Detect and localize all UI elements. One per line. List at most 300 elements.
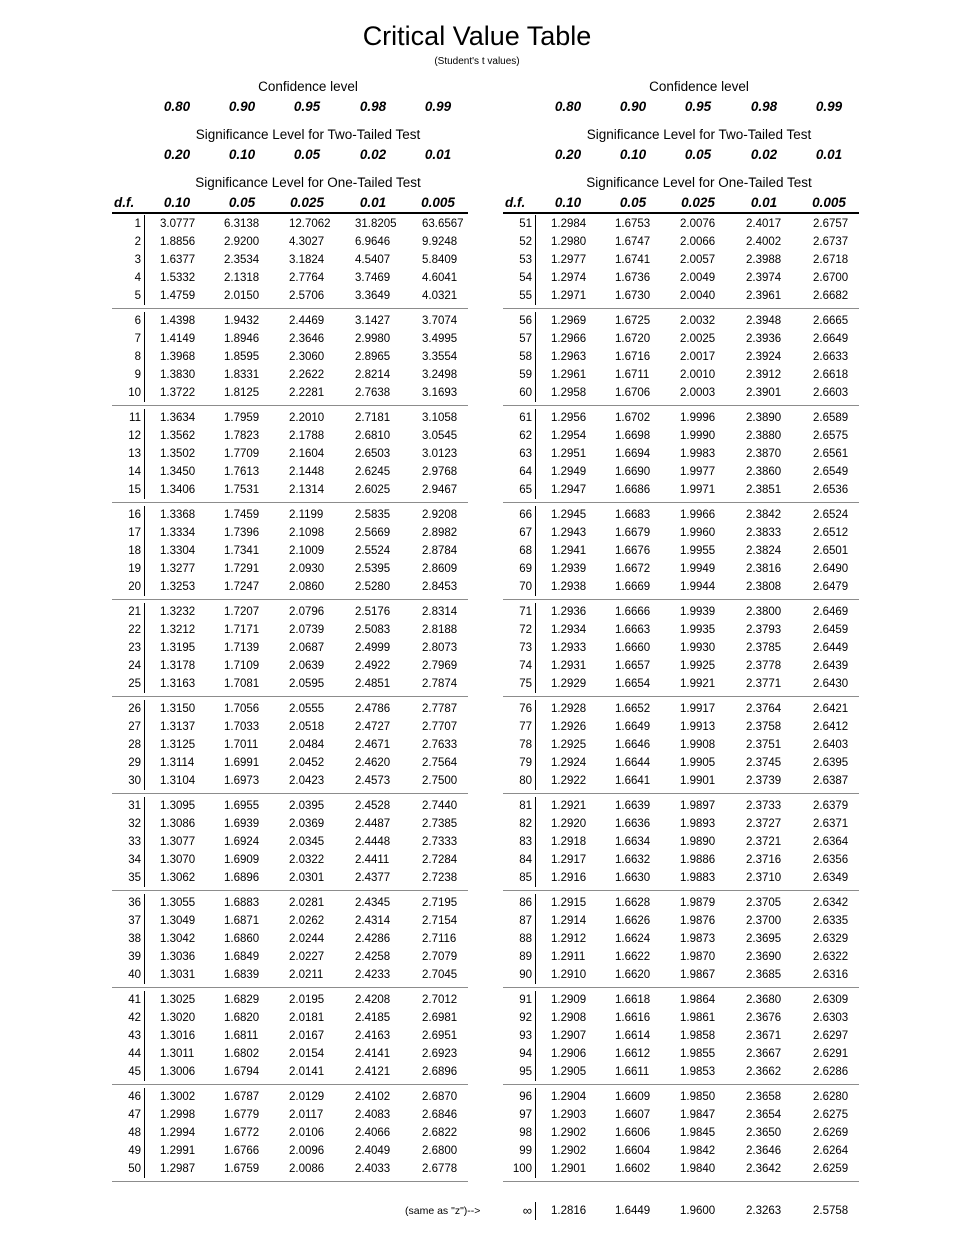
value-cell: 1.6741 (615, 254, 651, 266)
value-cell: 2.0086 (289, 1163, 325, 1175)
value-cell: 2.1199 (289, 509, 324, 521)
value-cell: 1.4149 (160, 333, 196, 345)
one-tailed-header-row (112, 194, 468, 212)
table-row (503, 578, 859, 596)
value-cell: 2.7564 (422, 757, 458, 769)
value-cell: 1.7396 (224, 527, 260, 539)
value-cell: 1.3195 (160, 642, 196, 654)
value-cell: 1.6626 (615, 915, 651, 927)
table-row (112, 869, 468, 887)
value-cell: 1.9908 (680, 739, 716, 751)
df-divider-line (535, 1202, 536, 1220)
value-cell: 2.3727 (746, 818, 782, 830)
df-cell: 5 (134, 290, 141, 302)
value-cell: 1.7139 (224, 642, 260, 654)
table-row (112, 966, 468, 984)
table-row (112, 912, 468, 930)
group-separator (112, 1084, 468, 1085)
value-cell: 1.9873 (680, 933, 716, 945)
value-cell: 2.3745 (746, 757, 782, 769)
value-cell: 2.7045 (422, 969, 458, 981)
two-tailed-value: 0.20 (163, 147, 191, 162)
table-row (503, 869, 859, 887)
value-cell: 1.9996 (680, 412, 716, 424)
value-cell: 1.9921 (680, 678, 716, 690)
table-row (503, 269, 859, 287)
one-tailed-title: Significance Level for One-Tailed Test (586, 175, 812, 190)
value-cell: 2.0452 (289, 757, 325, 769)
value-cell: 1.2963 (551, 351, 587, 363)
table-row (112, 1106, 468, 1124)
value-cell: 1.9897 (680, 800, 716, 812)
two-tailed-value: 0.20 (554, 147, 582, 162)
value-cell: 1.9842 (680, 1145, 716, 1157)
value-cell: 3.1693 (422, 387, 458, 399)
df-cell: 66 (519, 509, 532, 521)
df-cell: 56 (519, 315, 532, 327)
df-cell: 70 (519, 581, 532, 593)
value-cell: 1.6663 (615, 624, 651, 636)
value-cell: 3.1427 (355, 315, 391, 327)
value-cell: 2.3646 (289, 333, 325, 345)
value-cell: 1.6686 (615, 484, 651, 496)
table-right-half (503, 0, 859, 1240)
value-cell: 2.3842 (746, 509, 782, 521)
value-cell: 2.6951 (422, 1030, 458, 1042)
value-cell: 3.2498 (422, 369, 458, 381)
table-row (503, 251, 859, 269)
table-row (503, 754, 859, 772)
df-divider-line (144, 506, 145, 596)
value-cell: 2.6316 (813, 969, 849, 981)
value-cell: 2.3988 (746, 254, 782, 266)
value-cell: 2.3646 (746, 1145, 782, 1157)
value-cell: 1.8946 (224, 333, 260, 345)
value-cell: 2.8453 (422, 581, 458, 593)
value-cell: 1.9983 (680, 448, 716, 460)
value-cell: 2.3710 (746, 872, 782, 884)
value-cell: 2.7707 (422, 721, 458, 733)
group-separator (503, 502, 859, 503)
df-header: d.f. (505, 195, 526, 210)
value-cell: 1.9949 (680, 563, 716, 575)
value-cell: 3.0545 (422, 430, 458, 442)
value-cell: 1.2924 (551, 757, 587, 769)
value-cell: 1.3070 (160, 854, 196, 866)
value-cell: 1.2905 (551, 1066, 587, 1078)
value-cell: 1.6716 (615, 351, 651, 363)
value-cell: 2.1009 (289, 545, 325, 557)
value-cell: 1.6630 (615, 872, 651, 884)
value-cell: 1.6955 (224, 800, 260, 812)
table-row (503, 481, 859, 499)
value-cell: 2.6371 (813, 818, 849, 830)
df-divider-line (535, 991, 536, 1081)
df-cell: 30 (128, 775, 141, 787)
value-cell: 2.4141 (355, 1048, 391, 1060)
value-cell: 2.4671 (355, 739, 391, 751)
df-divider-line (144, 700, 145, 790)
df-cell: 64 (519, 466, 532, 478)
value-cell: 2.6561 (813, 448, 849, 460)
value-cell: 1.9977 (680, 466, 716, 478)
df-cell: 52 (519, 236, 532, 248)
df-divider-line (144, 991, 145, 1081)
two-tailed-header-row (112, 146, 468, 164)
value-cell: 1.3968 (160, 351, 196, 363)
value-cell: 2.7284 (422, 854, 458, 866)
value-cell: 1.6973 (224, 775, 260, 787)
table-row (112, 1009, 468, 1027)
value-cell: 1.2954 (551, 430, 587, 442)
value-cell: 1.6820 (224, 1012, 260, 1024)
value-cell: 1.2947 (551, 484, 587, 496)
value-cell: 2.3739 (746, 775, 782, 787)
value-cell: 1.7109 (224, 660, 260, 672)
table-row (112, 481, 468, 499)
table-row (503, 718, 859, 736)
df-cell: 79 (519, 757, 532, 769)
value-cell: 1.3036 (160, 951, 196, 963)
value-cell: 2.4286 (355, 933, 391, 945)
df-cell: 82 (519, 818, 532, 830)
value-cell: 1.6672 (615, 563, 651, 575)
table-row (112, 621, 468, 639)
df-cell: 8 (134, 351, 141, 363)
table-row (112, 815, 468, 833)
value-cell: 1.6634 (615, 836, 651, 848)
value-cell: 2.7333 (422, 836, 458, 848)
table-row (503, 560, 859, 578)
value-cell: 2.4528 (355, 800, 391, 812)
value-cell: 2.3705 (746, 897, 782, 909)
value-cell: 2.6633 (813, 351, 849, 363)
value-cell: 2.6536 (813, 484, 849, 496)
value-cell: 2.6459 (813, 624, 849, 636)
two-tailed-header-row (503, 146, 859, 164)
df-cell: 59 (519, 369, 532, 381)
table-row (112, 851, 468, 869)
infinity-note: (same as "z")--> (405, 1205, 481, 1217)
df-cell: 29 (128, 757, 141, 769)
group-separator (112, 599, 468, 600)
value-cell: 1.2951 (551, 448, 587, 460)
value-cell: 1.2974 (551, 272, 587, 284)
value-cell: 2.6810 (355, 430, 391, 442)
df-divider-line (535, 312, 536, 402)
value-cell: 2.4851 (355, 678, 391, 690)
value-cell: 2.3901 (746, 387, 782, 399)
value-cell: 2.6737 (813, 236, 849, 248)
value-cell: 2.3890 (746, 412, 782, 424)
two-tailed-value: 0.02 (359, 147, 387, 162)
value-cell: 2.0025 (680, 333, 716, 345)
value-cell: 2.4208 (355, 994, 391, 1006)
value-cell: 2.0066 (680, 236, 716, 248)
df-cell: 73 (519, 642, 532, 654)
value-cell: 2.3685 (746, 969, 782, 981)
table-row (112, 215, 468, 233)
value-cell: 1.2902 (551, 1145, 587, 1157)
one-tailed-value: 0.01 (750, 195, 778, 210)
value-cell: 2.5083 (355, 624, 391, 636)
value-cell: 6.9646 (355, 236, 391, 248)
df-divider-line (535, 215, 536, 305)
value-cell: 2.3936 (746, 333, 782, 345)
value-cell: 2.8609 (422, 563, 458, 575)
value-cell: 1.6612 (615, 1048, 651, 1060)
value-cell: 1.2816 (551, 1205, 587, 1217)
value-cell: 1.2961 (551, 369, 587, 381)
value-cell: 2.6870 (422, 1091, 458, 1103)
value-cell: 1.6811 (224, 1030, 259, 1042)
value-cell: 2.0796 (289, 606, 325, 618)
confidence-value: 0.80 (554, 99, 582, 114)
value-cell: 1.2902 (551, 1127, 587, 1139)
value-cell: 1.2926 (551, 721, 587, 733)
df-cell: 69 (519, 563, 532, 575)
table-row (112, 578, 468, 596)
value-cell: 2.3771 (746, 678, 782, 690)
value-cell: 2.4017 (746, 218, 782, 230)
df-cell: 22 (128, 624, 141, 636)
value-cell: 2.6309 (813, 994, 849, 1006)
value-cell: 2.6800 (422, 1145, 458, 1157)
df-cell: 12 (128, 430, 141, 442)
value-cell: 2.0860 (289, 581, 325, 593)
value-cell: 1.6602 (615, 1163, 651, 1175)
table-row (503, 621, 859, 639)
value-cell: 1.9600 (680, 1205, 716, 1217)
value-cell: 2.3658 (746, 1091, 782, 1103)
df-cell: 84 (519, 854, 532, 866)
value-cell: 1.2936 (551, 606, 587, 618)
table-left-half (112, 0, 468, 1240)
value-cell: 2.0244 (289, 933, 325, 945)
value-cell: 2.0555 (289, 703, 325, 715)
df-divider-line (535, 797, 536, 887)
infinity-row (503, 1202, 859, 1220)
value-cell: 1.6860 (224, 933, 260, 945)
df-divider-line (144, 797, 145, 887)
value-cell: 1.6377 (160, 254, 196, 266)
value-cell: 2.5835 (355, 509, 391, 521)
df-divider-line (535, 700, 536, 790)
value-cell: 1.3634 (160, 412, 196, 424)
value-cell: 2.6412 (813, 721, 849, 733)
value-cell: 1.6683 (615, 509, 651, 521)
value-cell: 2.5395 (355, 563, 391, 575)
table-row (503, 366, 859, 384)
value-cell: 1.5332 (160, 272, 196, 284)
df-cell: 53 (519, 254, 532, 266)
confidence-level-title: Confidence level (258, 79, 358, 94)
value-cell: 1.2916 (551, 872, 587, 884)
table-row (503, 445, 859, 463)
value-cell: 1.3086 (160, 818, 196, 830)
table-row (503, 409, 859, 427)
confidence-value: 0.99 (424, 99, 452, 114)
value-cell: 1.6606 (615, 1127, 651, 1139)
one-tailed-header-row (503, 194, 859, 212)
value-cell: 3.4995 (422, 333, 458, 345)
value-cell: 1.2920 (551, 818, 587, 830)
value-cell: 1.2908 (551, 1012, 587, 1024)
df-cell: 54 (519, 272, 532, 284)
value-cell: 2.3860 (746, 466, 782, 478)
value-cell: 1.2903 (551, 1109, 587, 1121)
value-cell: 2.8965 (355, 351, 391, 363)
value-cell: 63.6567 (422, 218, 464, 230)
table-row (503, 287, 859, 305)
value-cell: 1.3163 (160, 678, 196, 690)
value-cell: 1.3830 (160, 369, 196, 381)
value-cell: 2.0003 (680, 387, 716, 399)
value-cell: 2.3662 (746, 1066, 782, 1078)
df-cell: 57 (519, 333, 532, 345)
table-row (503, 463, 859, 481)
value-cell: 2.0369 (289, 818, 325, 830)
value-cell: 2.3778 (746, 660, 782, 672)
table-row (112, 384, 468, 402)
value-cell: 1.2958 (551, 387, 587, 399)
df-cell: 26 (128, 703, 141, 715)
df-cell: 27 (128, 721, 141, 733)
value-cell: 1.9886 (680, 854, 716, 866)
value-cell: 2.6524 (813, 509, 849, 521)
value-cell: 2.6718 (813, 254, 849, 266)
value-cell: 9.9248 (422, 236, 458, 248)
value-cell: 2.9768 (422, 466, 458, 478)
value-cell: 2.0739 (289, 624, 325, 636)
value-cell: 1.2915 (551, 897, 587, 909)
value-cell: 1.6766 (224, 1145, 260, 1157)
value-cell: 1.2925 (551, 739, 587, 751)
df-cell: 81 (519, 800, 532, 812)
df-cell: 62 (519, 430, 532, 442)
value-cell: 2.0010 (680, 369, 716, 381)
value-cell: 1.2918 (551, 836, 587, 848)
value-cell: 1.6609 (615, 1091, 651, 1103)
df-cell: 75 (519, 678, 532, 690)
value-cell: 1.9870 (680, 951, 716, 963)
df-cell: 42 (128, 1012, 141, 1024)
group-separator (112, 1181, 468, 1182)
value-cell: 2.4999 (355, 642, 391, 654)
value-cell: 2.6778 (422, 1163, 458, 1175)
value-cell: 2.6549 (813, 466, 849, 478)
value-cell: 1.9858 (680, 1030, 716, 1042)
value-cell: 2.6280 (813, 1091, 849, 1103)
value-cell: 1.6720 (615, 333, 651, 345)
df-cell: 18 (128, 545, 141, 557)
df-cell: 45 (128, 1066, 141, 1078)
df-cell: 4 (134, 272, 141, 284)
value-cell: 1.2922 (551, 775, 587, 787)
table-row (112, 736, 468, 754)
value-cell: 2.6303 (813, 1012, 849, 1024)
value-cell: 2.0595 (289, 678, 325, 690)
table-row (112, 1045, 468, 1063)
header-underline (112, 212, 468, 214)
table-row (112, 639, 468, 657)
confidence-value: 0.98 (359, 99, 387, 114)
value-cell: 1.2931 (551, 660, 587, 672)
value-cell: 2.0518 (289, 721, 325, 733)
value-cell: 2.3060 (289, 351, 325, 363)
df-divider-line (144, 1088, 145, 1178)
value-cell: 5.8409 (422, 254, 458, 266)
group-separator (112, 987, 468, 988)
value-cell: 2.3833 (746, 527, 782, 539)
value-cell: 2.3800 (746, 606, 782, 618)
value-cell: 1.3031 (160, 969, 196, 981)
value-cell: 1.9876 (680, 915, 716, 927)
value-cell: 2.6469 (813, 606, 849, 618)
value-cell: 1.9864 (680, 994, 716, 1006)
value-cell: 31.8205 (355, 218, 397, 230)
two-tailed-value: 0.01 (815, 147, 843, 162)
value-cell: 1.2934 (551, 624, 587, 636)
value-cell: 2.4049 (355, 1145, 391, 1157)
value-cell: 1.4759 (160, 290, 196, 302)
value-cell: 1.2912 (551, 933, 587, 945)
table-row (112, 894, 468, 912)
value-cell: 2.1098 (289, 527, 325, 539)
value-cell: 1.6679 (615, 527, 651, 539)
value-cell: 1.3562 (160, 430, 196, 442)
confidence-value: 0.95 (684, 99, 712, 114)
value-cell: 1.6639 (615, 800, 651, 812)
value-cell: 1.7291 (224, 563, 260, 575)
df-cell: 100 (512, 1163, 532, 1175)
one-tailed-value: 0.10 (554, 195, 582, 210)
value-cell: 1.2980 (551, 236, 587, 248)
df-cell: 24 (128, 660, 141, 672)
table-row (112, 1142, 468, 1160)
table-row (112, 233, 468, 251)
value-cell: 2.5669 (355, 527, 391, 539)
value-cell: 1.6618 (615, 994, 651, 1006)
value-cell: 2.4377 (355, 872, 391, 884)
value-cell: 2.3690 (746, 951, 782, 963)
value-cell: 2.6822 (422, 1127, 458, 1139)
value-cell: 1.3232 (160, 606, 196, 618)
value-cell: 1.6632 (615, 854, 651, 866)
value-cell: 3.7074 (422, 315, 458, 327)
value-cell: 2.6649 (813, 333, 849, 345)
table-row (112, 772, 468, 790)
value-cell: 1.6654 (615, 678, 651, 690)
value-cell: 2.6259 (813, 1163, 849, 1175)
value-cell: 2.3816 (746, 563, 782, 575)
table-row (112, 1124, 468, 1142)
value-cell: 2.6665 (813, 315, 849, 327)
value-cell: 1.2911 (551, 951, 586, 963)
df-cell: 6 (134, 315, 141, 327)
one-tailed-value: 0.005 (421, 195, 455, 210)
value-cell: 2.9467 (422, 484, 458, 496)
value-cell: 2.6923 (422, 1048, 458, 1060)
value-cell: 2.4185 (355, 1012, 391, 1024)
value-cell: 1.6694 (615, 448, 651, 460)
value-cell: 6.3138 (224, 218, 260, 230)
value-cell: 2.0032 (680, 315, 716, 327)
df-cell: 13 (128, 448, 141, 460)
value-cell: 1.6636 (615, 818, 651, 830)
table-row (503, 1063, 859, 1081)
value-cell: 2.6379 (813, 800, 849, 812)
